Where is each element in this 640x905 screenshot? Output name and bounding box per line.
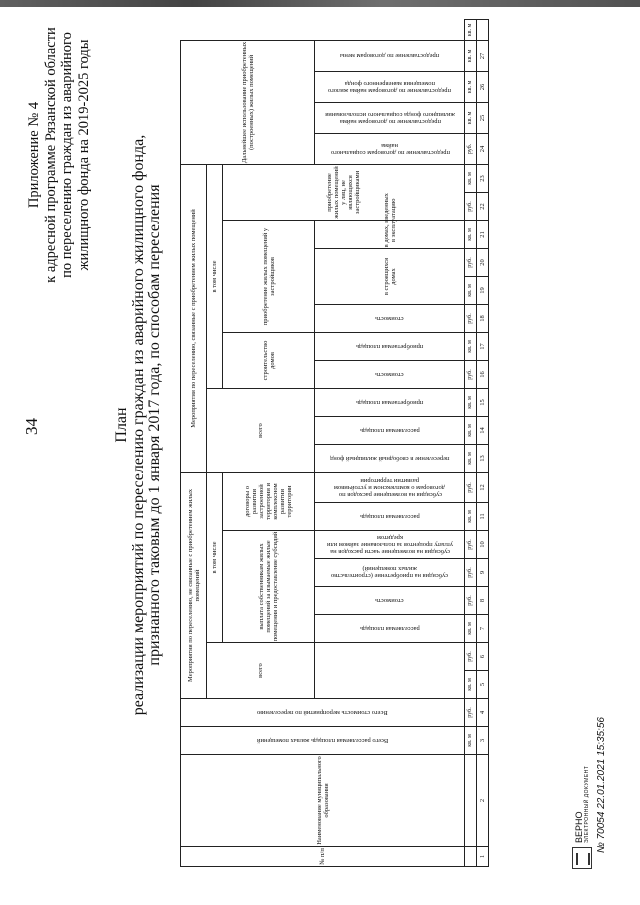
stamp-emblem-icon xyxy=(572,847,592,869)
column-number: 12 xyxy=(477,473,489,503)
header-constr-cost: стоимость xyxy=(315,305,465,333)
column-number: 5 xyxy=(477,671,489,699)
unit-cell: кв. м xyxy=(465,221,477,249)
header-total: всего xyxy=(207,643,315,699)
unit-cell: кв. м xyxy=(465,71,477,102)
unit-cell: кв. м xyxy=(465,40,477,71)
header-total-area: Всего расселяемая площадь жилых помещений xyxy=(181,727,465,755)
header-dev-contracts: договоры о развитии застроенной территории и комплексном развитии территории xyxy=(223,473,315,531)
header-buyout: выплата собственникам жилых помещений за изымаемые жилые помещения и предоставление субсидий xyxy=(223,531,315,643)
unit-cell: руб. xyxy=(465,643,477,671)
header-resettle-fund: переселение в свободный жилищный фонд xyxy=(315,445,465,473)
header-num: № п/п xyxy=(181,847,465,867)
header-exchange: предоставление по договорам мены xyxy=(315,40,465,71)
header-rel-cost: стоимость xyxy=(315,361,465,389)
unit-cell: кв. м xyxy=(465,671,477,699)
column-number: 8 xyxy=(477,587,489,615)
header-rel-purchased-area: приобретаемая площадь xyxy=(315,389,465,417)
document-registration-mark: № 70054 22.01.2021 15:35:56 xyxy=(596,717,607,853)
column-number: 9 xyxy=(477,559,489,587)
unit-cell: кв. м xyxy=(465,164,477,192)
unit-cell: кв. м xyxy=(465,20,477,41)
column-number: 4 xyxy=(477,699,489,727)
appendix-line: к адресной программе Рязанской области xyxy=(42,27,59,283)
header-in-commissioned: в домах, введенных в эксплуатацию xyxy=(315,193,465,249)
header-manevr: предоставление по договорам найма жилого помещения маневренного фонда xyxy=(315,71,465,102)
appendix-line: по переселению граждан из аварийного xyxy=(59,32,75,278)
header-including: в том числе xyxy=(207,473,223,643)
plan-table-wrapper xyxy=(180,19,538,867)
unit-cell: кв. м xyxy=(465,389,477,417)
unit-cell: руб. xyxy=(465,249,477,277)
unit-cell: руб. xyxy=(465,473,477,503)
column-number: 1 xyxy=(477,847,489,867)
column-number: 10 xyxy=(477,531,489,559)
page-number: 34 xyxy=(22,418,41,435)
unit-cell: руб. xyxy=(465,193,477,221)
header-purchase-non-dev: приобретение жилых помещений у лиц, не являющихся застройщиками xyxy=(223,164,465,220)
plan-table xyxy=(180,19,489,867)
header-including-related: в том числе xyxy=(207,164,223,388)
column-number: 16 xyxy=(477,361,489,389)
unit-cell xyxy=(465,755,477,847)
appendix-line: Приложение № 4 xyxy=(26,101,42,209)
column-number: 13 xyxy=(477,445,489,473)
header-dev-area: расселяемая площадь xyxy=(315,503,465,531)
header-further-use: Дальнейшее использование приобретенных (построенных) жилых помещений xyxy=(181,40,315,164)
column-number: 26 xyxy=(477,71,489,102)
unit-cell: руб. xyxy=(465,531,477,559)
column-number: 6 xyxy=(477,643,489,671)
column-number: 14 xyxy=(477,417,489,445)
column-number: 15 xyxy=(477,389,489,417)
appendix-heading xyxy=(26,5,92,305)
column-number: 21 xyxy=(477,221,489,249)
title-line: реализации мероприятий по переселению граждан из аварийного жилищного фонда, xyxy=(129,134,147,716)
document-title xyxy=(114,55,164,795)
unit-cell xyxy=(465,847,477,867)
unit-cell: кв. м xyxy=(465,102,477,133)
column-number: 23 xyxy=(477,164,489,192)
column-number: 2 xyxy=(477,755,489,847)
unit-cell: кв. м xyxy=(465,503,477,531)
header-subsidy-loan: субсидия на возмещение части расходов на уплату процентов за пользование займом или кредитом xyxy=(315,531,465,559)
units-row xyxy=(465,20,477,867)
column-number: 19 xyxy=(477,277,489,305)
header-related: Мероприятия по переселению, связанные с приобретением жилых помещений xyxy=(181,164,207,472)
header-cost: стоимость xyxy=(315,587,465,615)
column-number: 22 xyxy=(477,193,489,221)
column-number: 25 xyxy=(477,102,489,133)
column-number: 20 xyxy=(477,249,489,277)
header-resettled-area: расселяемая площадь xyxy=(315,615,465,643)
column-number: 24 xyxy=(477,133,489,164)
header-total-related: всего xyxy=(207,389,315,473)
unit-cell: руб. xyxy=(465,699,477,727)
header-not-related-total-sub xyxy=(315,643,465,699)
header-purchase-developers: приобретение жилых помещений у застройщиков xyxy=(223,221,315,333)
title-line: признанного таковым до 1 января 2017 года, по способам переселения xyxy=(146,184,163,666)
unit-cell: кв. м xyxy=(465,333,477,361)
column-number: 18 xyxy=(477,305,489,333)
unit-cell: руб. xyxy=(465,361,477,389)
header-subsidy-dev: субсидия на возмещение расходов по договорам о комплексном и устойчивом развитии территории xyxy=(315,473,465,503)
unit-cell: руб. xyxy=(465,559,477,587)
header-not-related: Мероприятия по переселению, не связанные с приобретением жилых помещений xyxy=(181,473,207,699)
title-line: План xyxy=(113,407,130,443)
column-number: 17 xyxy=(477,333,489,361)
unit-cell: кв. м xyxy=(465,417,477,445)
header-construction: строительство домов xyxy=(223,333,315,389)
column-numbers-row xyxy=(477,20,489,867)
electronic-signature-stamp xyxy=(568,749,594,869)
unit-cell: кв. м xyxy=(465,615,477,643)
column-number: 11 xyxy=(477,503,489,531)
header-total-cost: Всего стоимость мероприятий по переселению xyxy=(181,699,465,727)
appendix-line: жилищного фонда на 2019-2025 годы xyxy=(75,39,92,271)
header-rel-resettled-area: расселяемая площадь xyxy=(315,417,465,445)
unit-cell: руб. xyxy=(465,305,477,333)
column-number-extra xyxy=(477,20,489,41)
column-number: 27 xyxy=(477,40,489,71)
header-constr-area: приобретаемая площадь xyxy=(315,333,465,361)
unit-cell: руб. xyxy=(465,587,477,615)
stamp-subtitle: ЭЛЕКТРОННЫЙ ДОКУМЕНТ xyxy=(584,765,590,843)
column-number: 7 xyxy=(477,615,489,643)
unit-cell: кв. м xyxy=(465,727,477,755)
header-commercial: предоставление по договорам найма жилищного фонда социального использования xyxy=(315,102,465,133)
stamp-title: ВЕРНО xyxy=(574,811,584,843)
unit-cell: кв. м xyxy=(465,277,477,305)
unit-cell: кв. м xyxy=(465,445,477,473)
header-subsidy-buy: субсидия на приобретение (строительство жилых помещений) xyxy=(315,559,465,587)
unit-cell: руб. xyxy=(465,133,477,164)
header-in-building: в строящихся домах xyxy=(315,249,465,305)
header-social: предоставление по договорам социального найма xyxy=(315,133,465,164)
column-number: 3 xyxy=(477,727,489,755)
header-municipality: Наименование муниципального образования xyxy=(181,755,465,847)
